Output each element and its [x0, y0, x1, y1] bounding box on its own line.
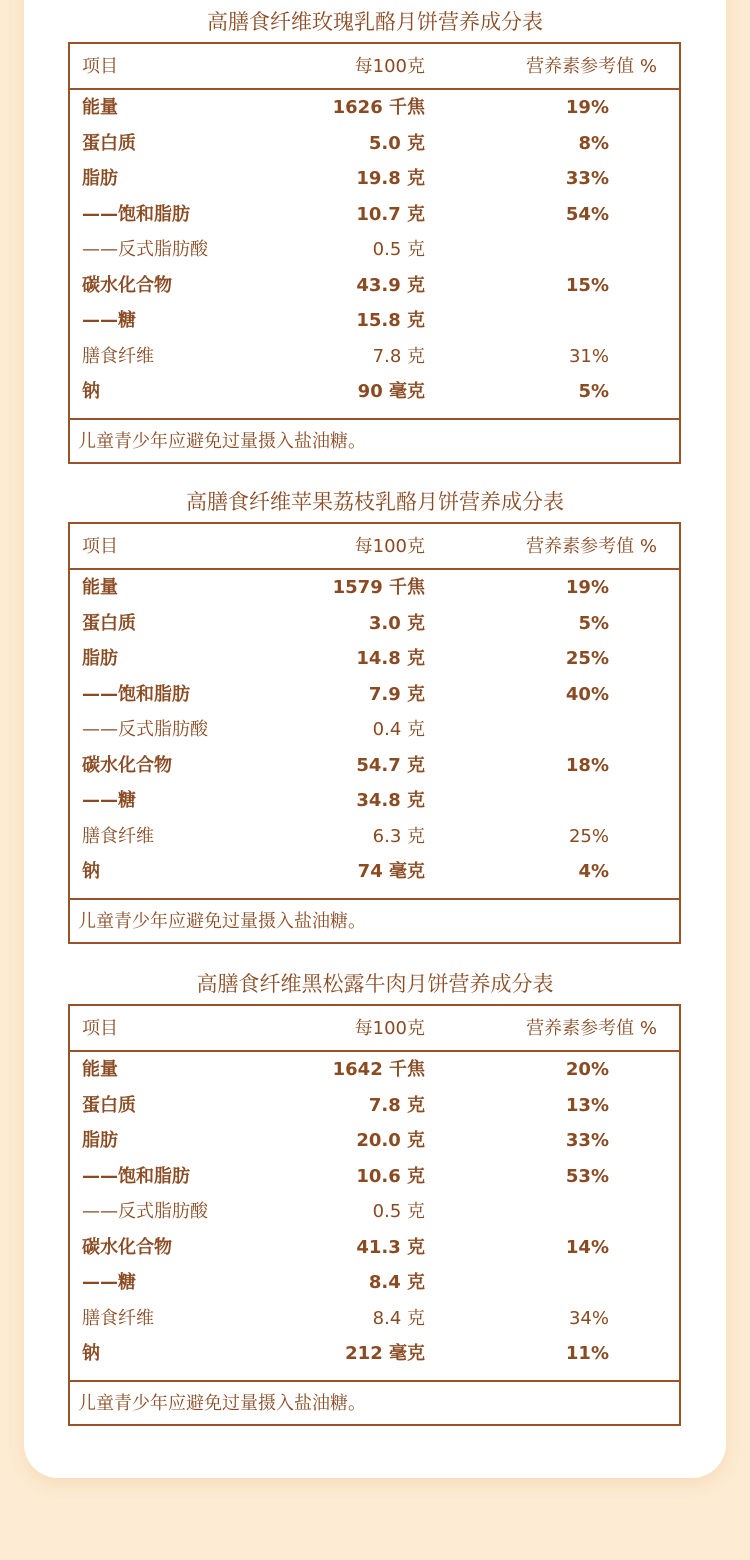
nutrient-name: ——饱和脂肪: [82, 683, 190, 705]
table-footer: [70, 898, 679, 944]
nutrition-table: [68, 42, 681, 464]
nutrient-name: 钠: [82, 381, 100, 402]
nutrient-nrv: 20%: [565, 1059, 609, 1080]
nutrient-name: ——反式脂肪酸: [82, 1201, 208, 1222]
nutrient-amount: 1642 千焦: [332, 1059, 425, 1080]
health-note: 儿童青少年应避免过量摄入盐油糖。: [78, 911, 366, 932]
nutrient-name: ——糖: [82, 310, 136, 331]
nutrient-amount: 7.8 克: [368, 1094, 425, 1116]
nutrient-nrv: 34%: [568, 1307, 609, 1329]
nutrient-name: 能量: [82, 97, 118, 118]
health-note: 儿童青少年应避免过量摄入盐油糖。: [78, 431, 366, 452]
table-row: [70, 712, 679, 748]
nutrient-amount: 20.0 克: [356, 1130, 425, 1151]
header-nrv: 营养素参考值 %: [526, 1018, 657, 1039]
nutrient-amount: 0.4 克: [372, 719, 425, 740]
table-footer: [70, 418, 679, 464]
table-row: [70, 570, 679, 606]
table-row: [70, 1088, 679, 1124]
nutrient-nrv: 4%: [578, 861, 609, 882]
nutrient-name: 蛋白质: [82, 132, 136, 154]
nutrient-amount: 41.3 克: [356, 1236, 425, 1258]
table-row: [70, 1265, 679, 1301]
nutrient-name: ——反式脂肪酸: [82, 239, 208, 260]
nutrient-amount: 8.4 克: [372, 1307, 425, 1329]
header-item: 项目: [82, 1018, 118, 1039]
header-nrv: 营养素参考值 %: [526, 536, 657, 557]
nutrient-nrv: 5%: [578, 381, 609, 402]
table-row: [70, 1336, 679, 1372]
nutrient-amount: 3.0 克: [368, 612, 425, 634]
nutrient-name: ——反式脂肪酸: [82, 719, 208, 740]
nutrient-name: 碳水化合物: [82, 274, 172, 296]
nutrient-nrv: 53%: [565, 1165, 609, 1187]
nutrient-amount: 54.7 克: [356, 754, 425, 776]
nutrient-nrv: 15%: [565, 274, 609, 296]
nutrient-name: 钠: [82, 1343, 100, 1364]
nutrient-amount: 7.8 克: [372, 345, 425, 367]
nutrient-name: ——饱和脂肪: [82, 1165, 190, 1187]
nutrient-nrv: 5%: [578, 612, 609, 634]
nutrient-name: 膳食纤维: [82, 825, 154, 847]
nutrient-nrv: 33%: [565, 1130, 609, 1151]
nutrient-name: 碳水化合物: [82, 1236, 172, 1258]
nutrient-amount: 10.7 克: [356, 203, 425, 225]
table-header: [70, 1006, 679, 1052]
nutrient-amount: 15.8 克: [356, 310, 425, 331]
table-row: [70, 303, 679, 339]
nutrient-name: 蛋白质: [82, 612, 136, 634]
nutrient-amount: 7.9 克: [368, 683, 425, 705]
table-title: 高膳食纤维黑松露牛肉月饼营养成分表: [196, 972, 554, 996]
table-row: [70, 1194, 679, 1230]
table-row: [70, 232, 679, 268]
header-per100g: 每100克: [354, 56, 425, 77]
nutrient-amount: 14.8 克: [356, 648, 425, 669]
nutrient-nrv: 40%: [565, 683, 609, 705]
nutrient-name: 脂肪: [82, 168, 118, 189]
header-per100g: 每100克: [354, 536, 425, 557]
table-row: [70, 1301, 679, 1337]
header-item: 项目: [82, 536, 118, 557]
nutrient-nrv: 25%: [568, 825, 609, 847]
table-row: [70, 1159, 679, 1195]
nutrient-amount: 43.9 克: [356, 274, 425, 296]
nutrient-amount: 8.4 克: [368, 1272, 425, 1293]
nutrient-nrv: 11%: [565, 1343, 609, 1364]
nutrient-name: 能量: [82, 577, 118, 598]
nutrient-name: 碳水化合物: [82, 754, 172, 776]
table-row: [70, 1052, 679, 1088]
nutrient-name: ——饱和脂肪: [82, 203, 190, 225]
nutrient-nrv: 19%: [565, 97, 609, 118]
table-footer: [70, 1380, 679, 1426]
nutrient-amount: 6.3 克: [372, 825, 425, 847]
nutrient-name: 脂肪: [82, 648, 118, 669]
nutrient-amount: 0.5 克: [372, 239, 425, 260]
nutrient-amount: 0.5 克: [372, 1201, 425, 1222]
table-row: [70, 748, 679, 784]
table-row: [70, 161, 679, 197]
table-row: [70, 339, 679, 375]
nutrient-nrv: 18%: [565, 754, 609, 776]
nutrient-nrv: 25%: [565, 648, 609, 669]
header-nrv: 营养素参考值 %: [526, 56, 657, 77]
nutrient-amount: 5.0 克: [368, 132, 425, 154]
header-item: 项目: [82, 56, 118, 77]
table-header: [70, 524, 679, 570]
table-row: [70, 268, 679, 304]
table-title: 高膳食纤维苹果荔枝乳酪月饼营养成分表: [186, 490, 564, 514]
table-row: [70, 90, 679, 126]
nutrient-amount: 19.8 克: [356, 168, 425, 189]
table-row: [70, 783, 679, 819]
nutrient-name: 膳食纤维: [82, 1307, 154, 1329]
table-row: [70, 374, 679, 410]
table-row: [70, 854, 679, 890]
nutrient-nrv: 8%: [578, 132, 609, 154]
table-row: [70, 1230, 679, 1266]
nutrient-name: ——糖: [82, 1272, 136, 1293]
table-row: [70, 126, 679, 162]
nutrient-name: 脂肪: [82, 1130, 118, 1151]
nutrient-name: ——糖: [82, 790, 136, 811]
table-row: [70, 1123, 679, 1159]
nutrition-table: [68, 522, 681, 944]
nutrition-table: [68, 1004, 681, 1426]
nutrient-amount: 1579 千焦: [332, 577, 425, 598]
nutrient-nrv: 13%: [565, 1094, 609, 1116]
table-row: [70, 641, 679, 677]
header-per100g: 每100克: [354, 1018, 425, 1039]
nutrient-name: 钠: [82, 861, 100, 882]
table-header: [70, 44, 679, 90]
health-note: 儿童青少年应避免过量摄入盐油糖。: [78, 1393, 366, 1414]
table-row: [70, 606, 679, 642]
nutrient-nrv: 31%: [568, 345, 609, 367]
nutrient-amount: 212 毫克: [345, 1343, 425, 1364]
nutrient-name: 膳食纤维: [82, 345, 154, 367]
nutrient-amount: 34.8 克: [356, 790, 425, 811]
nutrient-amount: 74 毫克: [357, 861, 425, 882]
nutrient-amount: 10.6 克: [356, 1165, 425, 1187]
nutrient-nrv: 33%: [565, 168, 609, 189]
table-row: [70, 819, 679, 855]
nutrient-name: 蛋白质: [82, 1094, 136, 1116]
nutrient-amount: 1626 千焦: [332, 97, 425, 118]
nutrient-name: 能量: [82, 1059, 118, 1080]
table-row: [70, 197, 679, 233]
nutrient-nrv: 54%: [565, 203, 609, 225]
table-title: 高膳食纤维玫瑰乳酪月饼营养成分表: [207, 10, 543, 34]
nutrient-nrv: 14%: [565, 1236, 609, 1258]
table-row: [70, 677, 679, 713]
nutrient-nrv: 19%: [565, 577, 609, 598]
nutrient-amount: 90 毫克: [357, 381, 425, 402]
